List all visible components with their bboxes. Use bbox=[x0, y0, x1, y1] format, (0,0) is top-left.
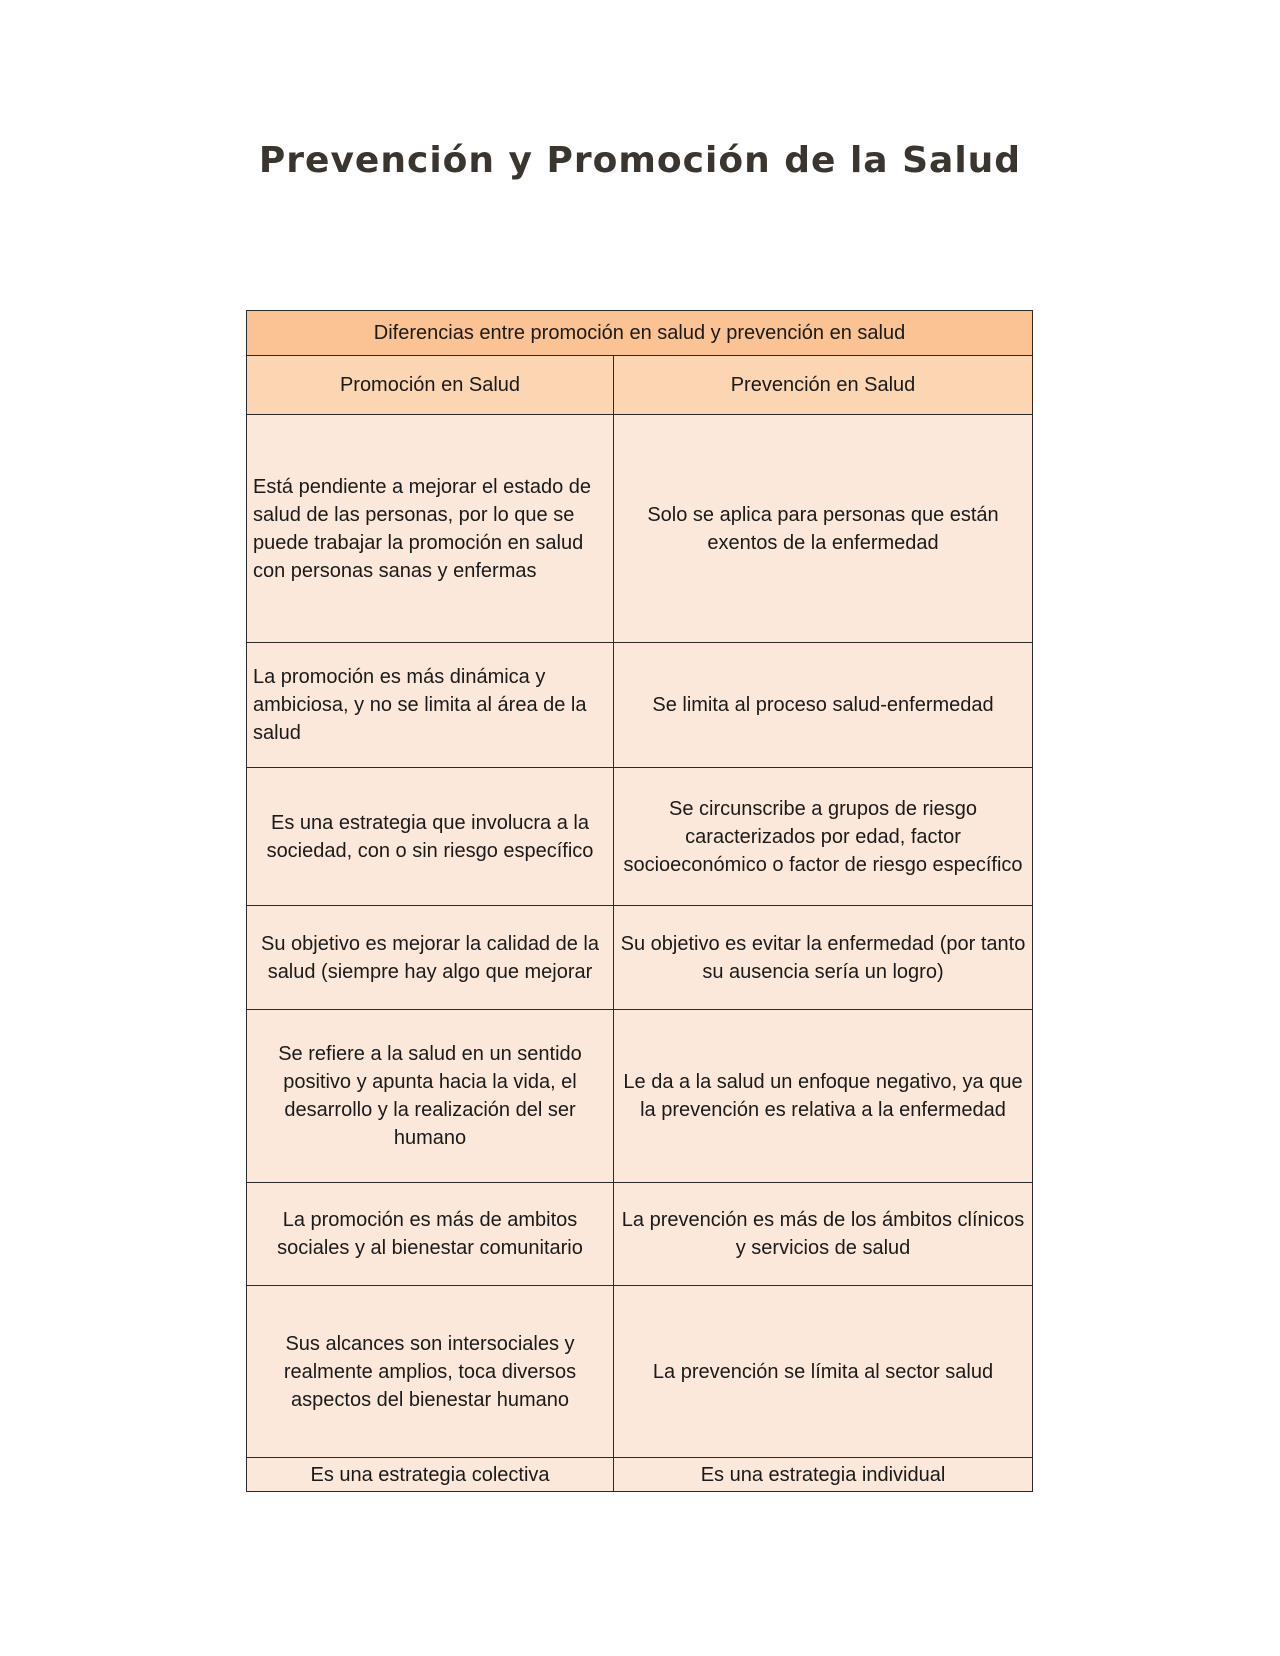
page-title: Prevención y Promoción de la Salud bbox=[258, 140, 1022, 181]
table-row bbox=[247, 415, 1033, 643]
table-row bbox=[247, 1183, 1033, 1286]
cell-prevencion: Es una estrategia individual bbox=[614, 1458, 1033, 1492]
comparison-table bbox=[246, 310, 1033, 1492]
header-prevencion: Prevención en Salud bbox=[614, 356, 1033, 415]
table-row bbox=[247, 643, 1033, 768]
cell-prevencion: Le da a la salud un enfoque negativo, ya que la prevención es relativa a la enfermedad bbox=[614, 1010, 1033, 1183]
cell-promocion: La promoción es más dinámica y ambiciosa, y no se limita al área de la salud bbox=[247, 643, 614, 768]
cell-promocion: La promoción es más de ambitos sociales y al bienestar comunitario bbox=[247, 1183, 614, 1286]
table-row bbox=[247, 1286, 1033, 1458]
table-row bbox=[247, 1458, 1033, 1492]
cell-prevencion: La prevención es más de los ámbitos clínicos y servicios de salud bbox=[614, 1183, 1033, 1286]
table-caption-row bbox=[247, 311, 1033, 356]
comparison-table-container bbox=[246, 310, 1032, 1492]
table-caption: Diferencias entre promoción en salud y prevención en salud bbox=[247, 311, 1033, 356]
cell-promocion: Está pendiente a mejorar el estado de salud de las personas, por lo que se puede trabajar la promoción en salud con personas sanas y enfermas bbox=[247, 415, 614, 643]
header-promocion: Promoción en Salud bbox=[247, 356, 614, 415]
cell-promocion: Es una estrategia que involucra a la sociedad, con o sin riesgo específico bbox=[247, 768, 614, 906]
cell-prevencion: Se limita al proceso salud-enfermedad bbox=[614, 643, 1033, 768]
cell-promocion: Es una estrategia colectiva bbox=[247, 1458, 614, 1492]
cell-prevencion: Su objetivo es evitar la enfermedad (por tanto su ausencia sería un logro) bbox=[614, 906, 1033, 1010]
cell-promocion: Se refiere a la salud en un sentido positivo y apunta hacia la vida, el desarrollo y la realización del ser humano bbox=[247, 1010, 614, 1183]
cell-prevencion: La prevención se límita al sector salud bbox=[614, 1286, 1033, 1458]
table-row bbox=[247, 1010, 1033, 1183]
table-row bbox=[247, 906, 1033, 1010]
cell-prevencion: Se circunscribe a grupos de riesgo caracterizados por edad, factor socioeconómico o factor de riesgo específico bbox=[614, 768, 1033, 906]
table-row bbox=[247, 768, 1033, 906]
cell-promocion: Sus alcances son intersociales y realmente amplios, toca diversos aspectos del bienestar humano bbox=[247, 1286, 614, 1458]
cell-promocion: Su objetivo es mejorar la calidad de la salud (siempre hay algo que mejorar bbox=[247, 906, 614, 1010]
table-header-row bbox=[247, 356, 1033, 415]
cell-prevencion: Solo se aplica para personas que están exentos de la enfermedad bbox=[614, 415, 1033, 643]
